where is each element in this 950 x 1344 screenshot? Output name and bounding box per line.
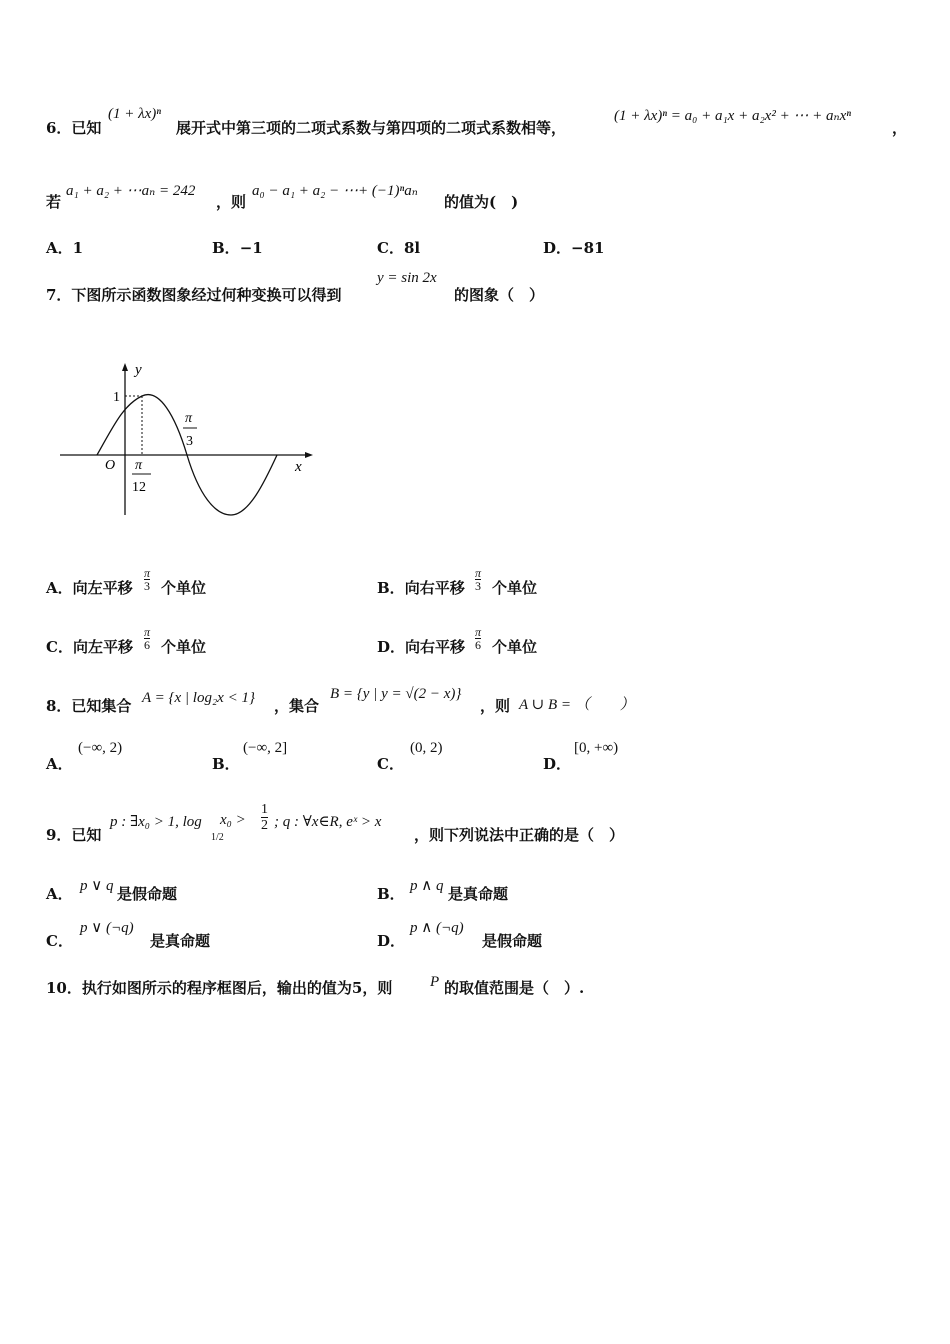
q8-number: 8．已知集合 [46, 697, 132, 715]
q9-option-c-text: 是真命题 [150, 932, 211, 950]
q7-option-a-fraction: π 3 [144, 566, 151, 593]
q8-set-a: A = {x | log₂x < 1} [142, 690, 255, 706]
q7-option-c-label: C．向左平移 [46, 638, 133, 656]
q8-mid: ，集合 [274, 697, 320, 715]
q7-option-b-unit: 个单位 [492, 579, 538, 597]
q8-set-b: B = {y | y = √(2 − x)} [330, 686, 462, 702]
q6-statement: 展开式中第三项的二项式系数与第四项的二项式系数相等， [176, 119, 567, 137]
q10-text-part1: 10．执行如图所示的程序框图后，输出的值为5，则 [46, 979, 393, 997]
q9-option-a-label: A． [46, 885, 73, 903]
q6-option-d: D．−81 [543, 239, 605, 257]
q6-expansion: (1 + λx)ⁿ = a₀ + a₁x + a₂x² + ⋯ + aₙxⁿ [614, 108, 852, 124]
q8-union: A ∪ B = （ ） [519, 697, 635, 713]
q10-text-part2: 的取值范围是（ ）. [444, 979, 585, 997]
q9-suffix: ，则下列说法中正确的是（ ） [414, 826, 625, 844]
q6-then: ，则 [216, 193, 247, 211]
q9-option-b-label: B． [377, 885, 405, 903]
q8-option-a-value: (−∞, 2) [78, 740, 123, 756]
q9-prop-p-part2: x₀ > [220, 812, 246, 828]
q7-option-c-fraction: π 6 [144, 625, 151, 652]
q7-option-d-fraction: π 6 [475, 625, 482, 652]
q8-option-c-value: (0, 2) [410, 740, 443, 756]
q7-function: y = sin 2x [377, 270, 437, 286]
q8-option-d-value: [0, +∞) [574, 740, 619, 756]
q6-condition: a₁ + a₂ + ⋯aₙ = 242 [66, 183, 196, 199]
q9-option-b-text: 是真命题 [448, 885, 509, 903]
q6-option-b: B．−1 [212, 239, 263, 257]
q9-option-d-label: D． [377, 932, 406, 950]
q7-option-a-unit: 个单位 [161, 579, 207, 597]
sine-graph [55, 355, 325, 525]
q9-number: 9．已知 [46, 826, 102, 844]
q8-then: ，则 [480, 697, 511, 715]
q8-option-d-label: D． [543, 755, 572, 773]
origin-label: O [105, 458, 116, 473]
pi-over-3-den: 3 [186, 434, 193, 449]
q9-log-base: 1/2 [211, 832, 224, 843]
q6-comma: ， [892, 119, 908, 137]
q9-option-c-label: C． [46, 932, 73, 950]
q7-option-c-unit: 个单位 [161, 638, 207, 656]
q9-option-d-expr: p ∧ (¬q) [410, 920, 464, 936]
y-axis-label: y [135, 362, 142, 378]
q6-if: 若 [46, 193, 62, 211]
q8-option-c-label: C． [377, 755, 404, 773]
q6-target-expr: a₀ − a₁ + a₂ − ⋯+ (−1)ⁿaₙ [252, 183, 418, 199]
q9-option-a-expr: p ∨ q [80, 878, 114, 894]
q9-option-b-expr: p ∧ q [410, 878, 444, 894]
q8-option-a-label: A． [46, 755, 73, 773]
q9-half-fraction: 1 2 [261, 802, 268, 833]
q8-option-b-label: B． [212, 755, 240, 773]
q6-option-a: A．1 [46, 239, 84, 257]
q8-option-b-value: (−∞, 2] [243, 740, 288, 756]
q7-option-d-label: D．向右平移 [377, 638, 466, 656]
q6-number: 6．已知 [46, 119, 102, 137]
peak-value-label: 1 [113, 390, 120, 405]
q7-option-a-label: A．向左平移 [46, 579, 133, 597]
q7-suffix: 的图象（ ） [454, 286, 545, 304]
pi-over-12-den: 12 [132, 480, 146, 495]
pi-over-3-num: π [185, 411, 193, 426]
q9-option-d-text: 是假命题 [482, 932, 543, 950]
q10-variable: P [430, 974, 440, 990]
x-axis-label: x [295, 459, 302, 475]
y-axis-arrow [122, 363, 128, 371]
q7-option-d-unit: 个单位 [492, 638, 538, 656]
q7-option-b-fraction: π 3 [475, 566, 482, 593]
q9-prop-p-part1: p : ∃x₀ > 1, log [110, 814, 202, 830]
q7-number: 7．下图所示函数图象经过何种变换可以得到 [46, 286, 342, 304]
q9-prop-q: ; q : ∀x∈R, eˣ > x [274, 814, 382, 830]
q6-binomial-expr: (1 + λx)ⁿ [108, 106, 161, 122]
pi-over-12-num: π [135, 458, 143, 473]
q9-option-c-expr: p ∨ (¬q) [80, 920, 134, 936]
q9-option-a-text: 是假命题 [117, 885, 178, 903]
q7-option-b-label: B．向右平移 [377, 579, 465, 597]
q6-suffix: 的值为( ) [444, 193, 519, 211]
q6-option-c: C．8l [377, 239, 421, 257]
x-axis-arrow [305, 452, 313, 458]
